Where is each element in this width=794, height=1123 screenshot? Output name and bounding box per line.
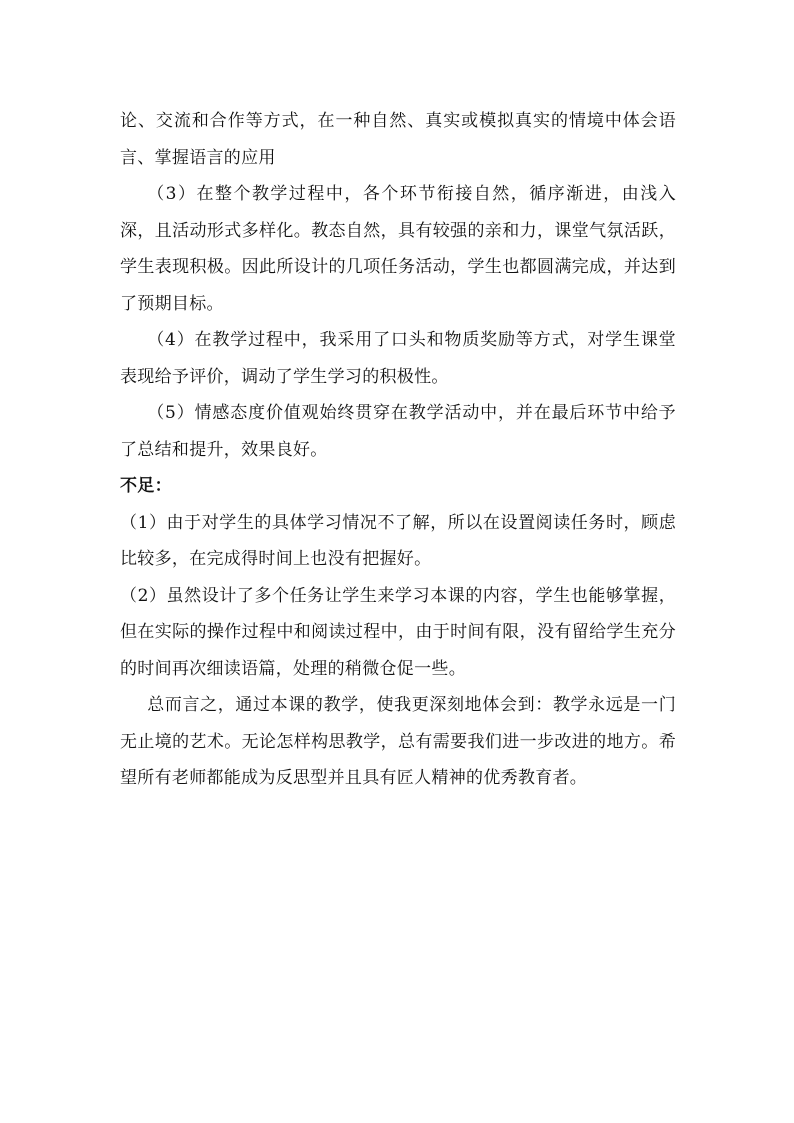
paragraph-point-5: （5）情感态度价值观始终贯穿在教学活动中，并在最后环节中给予了总结和提升，效果良好。 [120,403,676,460]
conclusion-paragraph: 总而言之，通过本课的教学，使我更深刻地体会到：教学永远是一门无止境的艺术。无论怎样构思教学，总有需要我们进一步改进的地方。希望所有老师都能成为反思型并且具有匠人精神的优秀教育者。 [120,695,676,788]
document-body [120,103,676,797]
shortcoming-item-1: （1）由于对学生的具体学习情况不了解，所以在设置阅读任务时，顾虑比较多，在完成得时间上也没有把握好。 [120,512,676,569]
paragraph-point-3: （3）在整个教学过程中，各个环节衔接自然，循序渐进，由浅入深，且活动形式多样化。教态自然，具有较强的亲和力，课堂气氛活跃，学生表现积极。因此所设计的几项任务活动，学生也都圆满完成，并达到了预期目标。 [120,184,676,314]
shortcoming-item-2: （2）虽然设计了多个任务让学生来学习本课的内容，学生也能够掌握，但在实际的操作过程中和阅读过程中，由于时间有限，没有留给学生充分的时间再次细读语篇，处理的稍微仓促一些。 [120,585,676,679]
paragraph-continuation: 论、交流和合作等方式，在一种自然、真实或模拟真实的情境中体会语言、掌握语言的应用 [120,111,676,168]
shortcomings-heading: 不足： [120,476,172,496]
paragraph-point-4: （4）在教学过程中，我采用了口头和物质奖励等方式，对学生课堂表现给予评价，调动了学生学习的积极性。 [120,330,676,387]
